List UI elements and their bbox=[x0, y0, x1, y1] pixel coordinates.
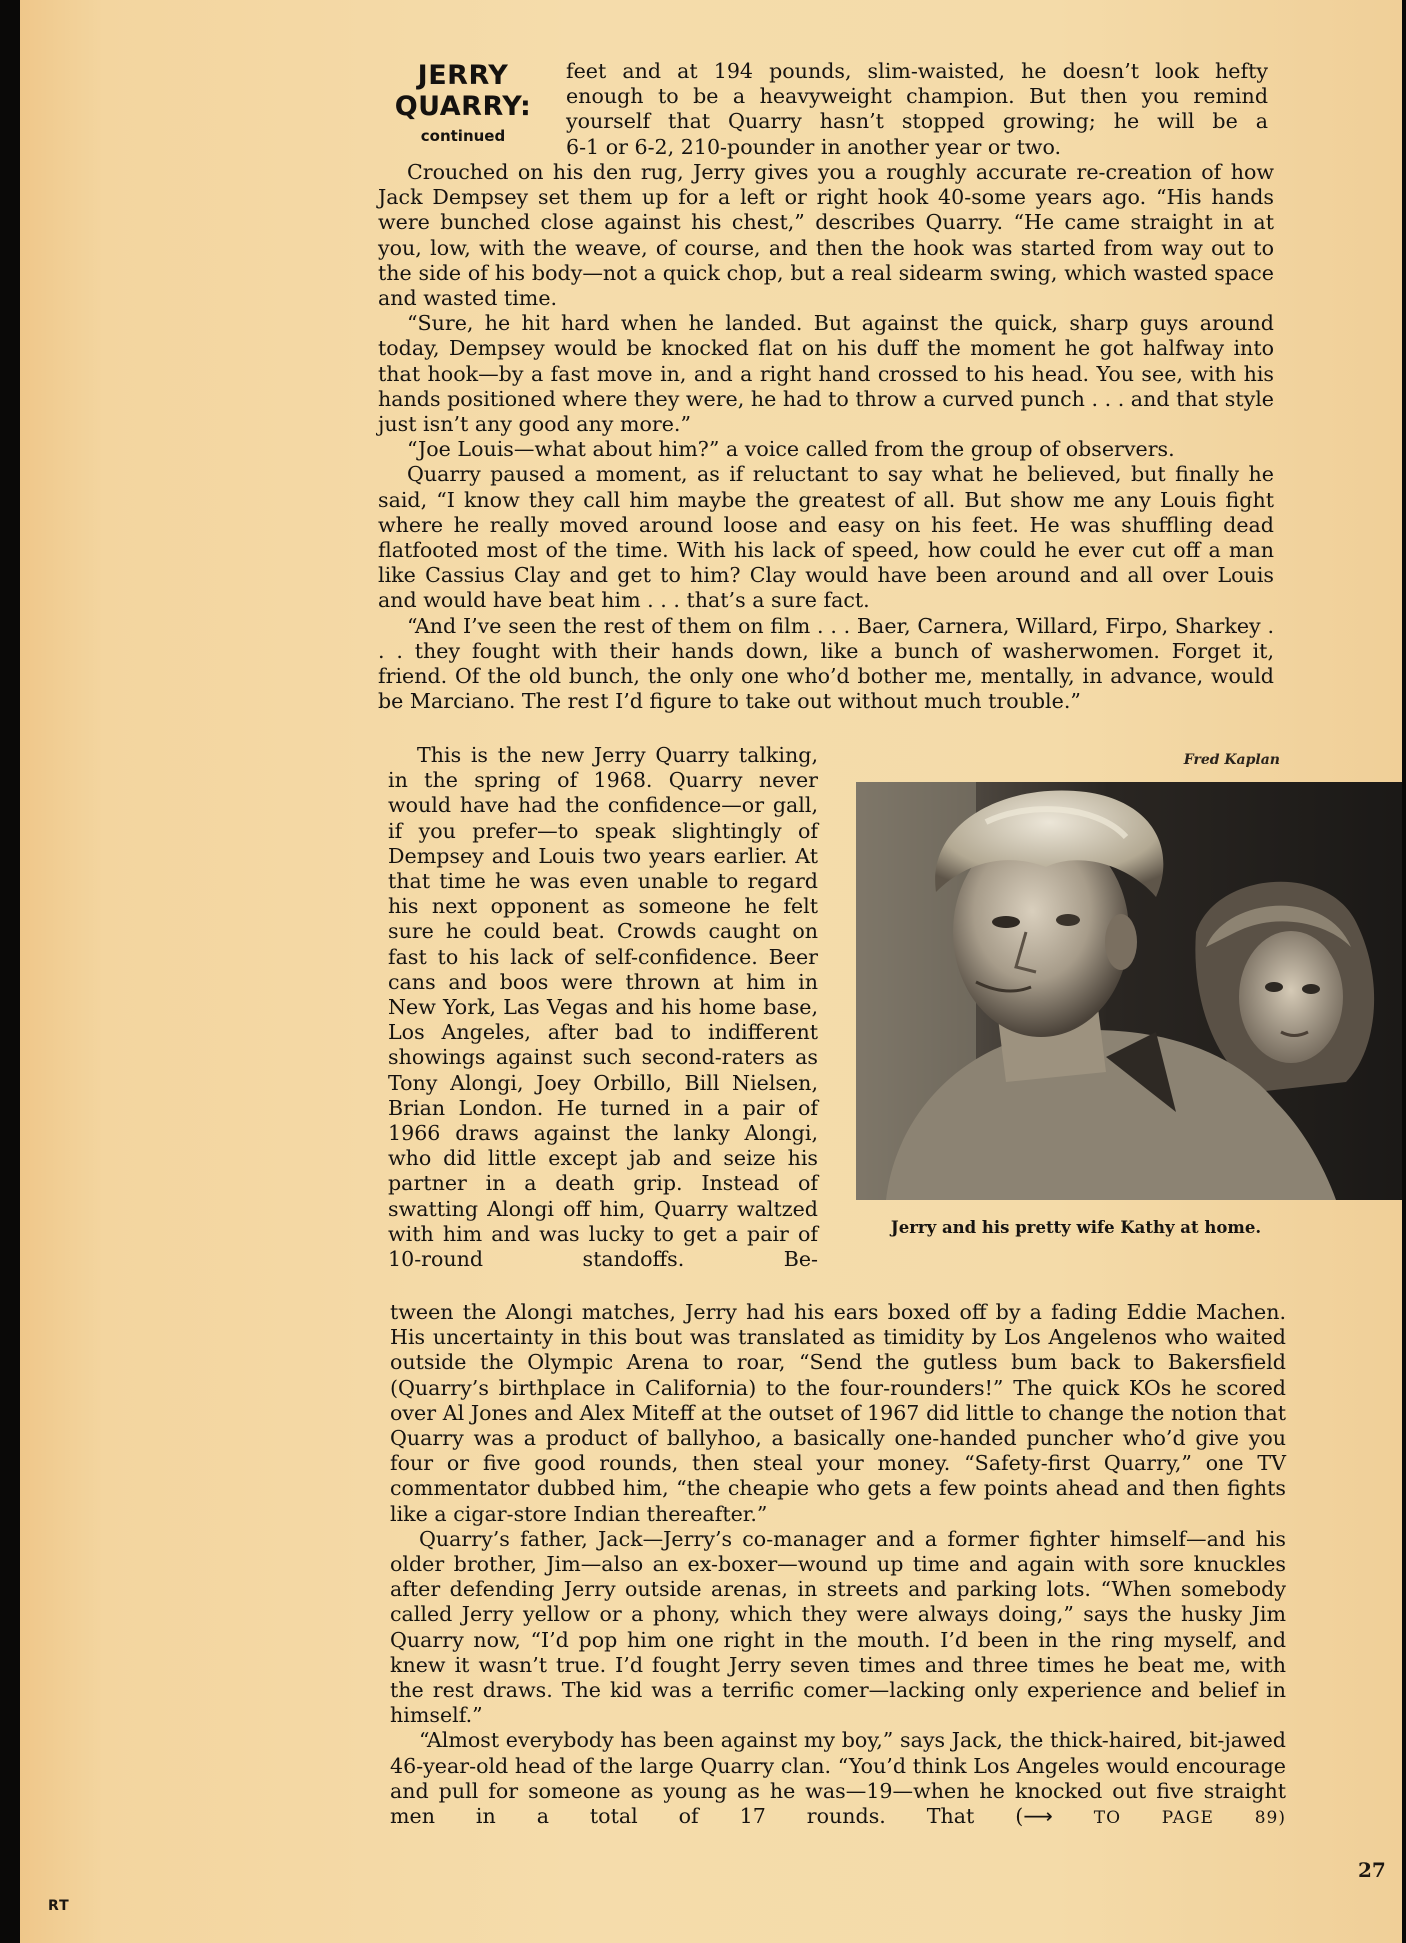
paragraph-final-text: “Almost everybody has been against my boy,” says Jack, the thick-haired, bit-jawed 46-year-old head of the large Quarry clan. “You’d think Los Angeles would encourage and pull for someone as young as he was—19—when he knocked out five straight men in a total of 17 rounds. That ( bbox=[390, 1728, 1286, 1829]
paragraph: Quarry’s father, Jack—Jerry’s co-manager and a former fighter himself—and his older brother, Jim—also an ex-boxer—wound up time and again with sore knuckles after defending Jerry outside arenas, in streets and parking lots. “When somebody called Jerry yellow or a phony, which they were always doing,” says the husky Jim Quarry now, “I’d pop him one right in the mouth. I’d been in the ring myself, and knew it wasn’t true. I’d fought Jerry seven times and three times he beat me, with the rest draws. The kid was a terrific comer—lacking only experience and belief in himself.” bbox=[390, 1526, 1286, 1728]
kicker-line-1: JERRY bbox=[417, 60, 509, 91]
body-upper bbox=[378, 160, 1274, 714]
body-column bbox=[388, 743, 818, 1272]
section-kicker bbox=[382, 60, 544, 146]
edge-mark: RT bbox=[48, 1898, 70, 1914]
photo-credit: Fred Kaplan bbox=[1183, 752, 1280, 768]
magazine-page bbox=[20, 0, 1402, 1943]
paragraph: “Sure, he hit hard when he landed. But against the quick, sharp guys around today, Dempsey would be knocked flat on his duff the moment he got halfway into that hook—by a fast move in, and a right hand crossed to his head. You see, with his hands positioned where they were, he had to throw a curved punch . . . and that style just isn’t any good any more.” bbox=[378, 311, 1274, 437]
intro-line: enough to be a heavyweight champion. But then you remind bbox=[566, 84, 1268, 109]
photo-jerry-and-kathy bbox=[856, 782, 1402, 1200]
kicker-line-2: QUARRY: bbox=[394, 91, 532, 122]
intro-line: yourself that Quarry hasn’t stopped growing; he will be a bbox=[566, 109, 1268, 134]
page-number: 27 bbox=[1358, 1858, 1386, 1882]
paragraph: Crouched on his den rug, Jerry gives you a roughly accurate re-creation of how Jack Dempsey set them up for a left or right hook 40-some years ago. “His hands were bunched close against his chest,” describes Quarry. “He came straight in at you, low, with the weave, of course, and then the hook was started from way out to the side of his body—not a quick chop, but a real sidearm swing, which wasted space and wasted time. bbox=[378, 160, 1274, 311]
kicker-continued: continued bbox=[420, 127, 506, 145]
paragraph: Quarry paused a moment, as if reluctant to say what he believed, but finally he said, “I know they call him maybe the greatest of all. But show me any Louis fight where he really moved around loose and easy on his feet. He was shuffling dead flatfooted most of the time. With his lack of speed, how could he ever cut off a man like Cassius Clay and get to him? Clay would have been around and all over Louis and would have beat him . . . that’s a sure fact. bbox=[378, 462, 1274, 613]
intro-block bbox=[566, 59, 1268, 160]
photo-caption: Jerry and his pretty wife Kathy at home. bbox=[890, 1218, 1262, 1237]
paragraph: “And I’ve seen the rest of them on film . . . Baer, Carnera, Willard, Firpo, Sharkey . . . they fought with their hands down, like a bunch of washerwomen. Forget it, friend. Of the old bunch, the only one who’d bother me, mentally, in advance, would be Marciano. The rest I’d figure to take out without much trouble.” bbox=[378, 613, 1274, 714]
paragraph: “Joe Louis—what about him?” a voice called from the group of observers. bbox=[407, 437, 1175, 462]
body-lower bbox=[390, 1300, 1286, 1831]
continuation-arrow-icon: ⟶ bbox=[1023, 1804, 1053, 1829]
column-paragraph: This is the new Jerry Quarry talking, in the spring of 1968. Quarry never would have had the confidence—or gall, if you prefer—to speak slightingly of Dempsey and Louis two years earlier. At that time he was even unable to regard his next opponent as someone he felt sure he could beat. Crowds caught on fast to his lack of self-confidence. Beer cans and boos were thrown at him in New York, Las Vegas and his home base, Los Angeles, after bad to indifferent showings against such second-raters as Tony Alongi, Joey Orbillo, Bill Nielsen, Brian London. He turned in a pair of 1966 draws against the lanky Alongi, who did little except jab and seize his partner in a death grip. Instead of swatting Alongi off him, Quarry waltzed with him and was lucky to get a pair of 10-round standoffs. Be- bbox=[388, 743, 818, 1272]
intro-line: 6-1 or 6-2, 210-pounder in another year or two. bbox=[566, 134, 1062, 159]
paragraph-final bbox=[390, 1728, 1286, 1831]
intro-line: feet and at 194 pounds, slim-waisted, he doesn’t look hefty bbox=[566, 59, 1268, 83]
continuation-label: TO PAGE 89) bbox=[1093, 1808, 1286, 1829]
paragraph: tween the Alongi matches, Jerry had his ears boxed off by a fading Eddie Machen. His uncertainty in this bout was translated as timidity by Los Angelenos who waited outside the Olympic Arena to roar, “Send the gutless bum back to Bakersfield (Quarry’s birthplace in California) to the four-rounders!” The quick KOs he scored over Al Jones and Alex Miteff at the outset of 1967 did little to change the notion that Quarry was a product of ballyhoo, a basically one-handed puncher who’d give you four or five good rounds, then steal your money. “Safety-first Quarry,” one TV commentator dubbed him, “the cheapie who gets a few points ahead and then fights like a cigar-store Indian thereafter.” bbox=[390, 1300, 1286, 1526]
